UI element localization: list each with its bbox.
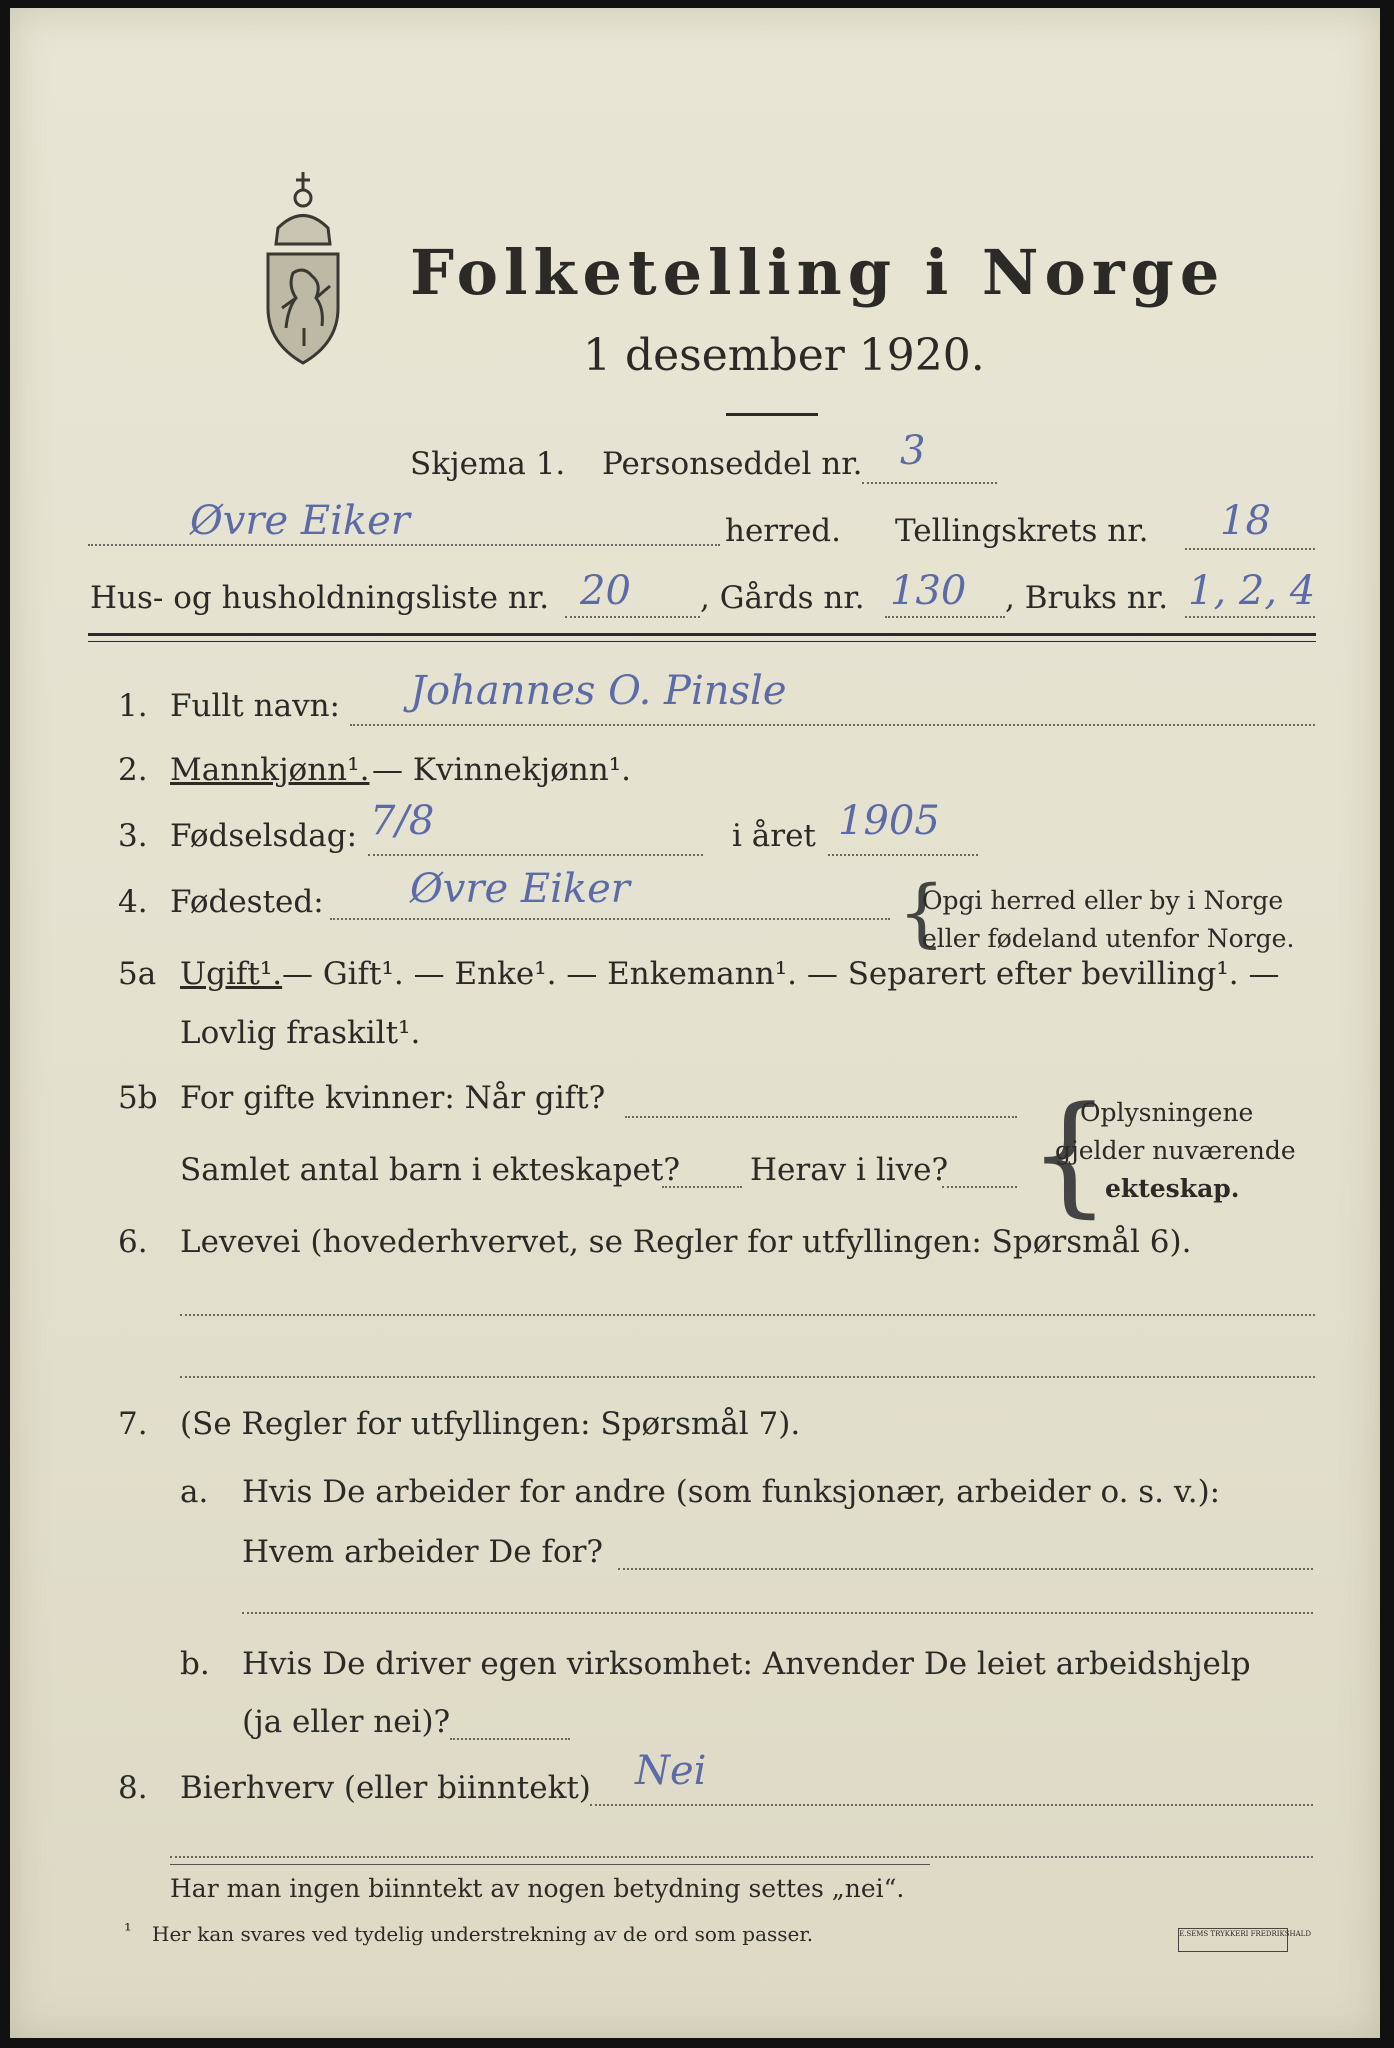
- tellingskrets-value[interactable]: 18: [1220, 498, 1271, 544]
- birthyear-value[interactable]: 1905: [838, 798, 940, 844]
- census-date: 1 desember 1920.: [583, 330, 985, 381]
- q7-label: (Se Regler for utfyllingen: Spørsmål 7).: [180, 1406, 801, 1442]
- mannkjonn-option[interactable]: Mannkjønn¹.: [170, 752, 370, 788]
- q5b-label: For gifte kvinner: Når gift?: [180, 1080, 606, 1116]
- hus-label: Hus- og husholdningsliste nr.: [90, 580, 550, 616]
- marriage-note-brace: {: [1028, 1078, 1111, 1230]
- occupation-line-2[interactable]: [180, 1376, 1315, 1378]
- printer-stamp: E.SEMS TRYKKERI FREDRIKSHALD: [1178, 1928, 1288, 1952]
- hired-help-line[interactable]: [450, 1738, 570, 1740]
- q7b-hired-help-label: (ja eller nei)?: [242, 1704, 451, 1740]
- personseddel-label: Personseddel nr.: [602, 446, 863, 482]
- q8-number: 8.: [118, 1770, 148, 1806]
- herred-value[interactable]: Øvre Eiker: [190, 498, 410, 544]
- q2-number: 2.: [118, 752, 148, 788]
- q5b-number: 5b: [118, 1080, 158, 1116]
- tellingskrets-label: Tellingskrets nr.: [895, 513, 1149, 549]
- marriage-note-1: Oplysningene: [1080, 1098, 1254, 1127]
- kvinnekjonn-option[interactable]: — Kvinnekjønn¹.: [372, 752, 631, 788]
- form-title: Folketelling i Norge: [410, 236, 1226, 309]
- q7a-label: Hvis De arbeider for andre (som funksjonær, arbeider o. s. v.):: [242, 1474, 1221, 1510]
- bruks-label: , Bruks nr.: [1005, 580, 1169, 616]
- q7b-label: Hvis De driver egen virksomhet: Anvender De leiet arbeidshjelp: [242, 1646, 1251, 1682]
- q7b-number: b.: [180, 1646, 210, 1682]
- children-label: Samlet antal barn i ekteskapet?: [180, 1152, 680, 1188]
- title-divider: [726, 413, 818, 416]
- q8-label: Bierhverv (eller biinntekt): [180, 1770, 591, 1806]
- birthplace-note-brace: {: [898, 870, 946, 956]
- marriage-note-2: gjelder nuværende: [1055, 1136, 1296, 1165]
- gards-label: , Gårds nr.: [700, 580, 865, 616]
- year-label: i året: [732, 818, 816, 854]
- q3-label: Fødselsdag:: [170, 818, 358, 854]
- q1-number: 1.: [118, 688, 148, 724]
- gards-value[interactable]: 130: [890, 568, 967, 614]
- q6-label: Levevei (hovederhvervet, se Regler for utfyllingen: Spørsmål 6).: [180, 1224, 1192, 1260]
- alive-label: Herav i live?: [750, 1152, 949, 1188]
- occupation-line-1[interactable]: [180, 1314, 1315, 1316]
- birthplace-note-2: eller fødeland utenfor Norge.: [922, 924, 1295, 953]
- q7a-employer-label: Hvem arbeider De for?: [242, 1534, 604, 1570]
- personseddel-value[interactable]: 3: [900, 428, 926, 474]
- side-income-line-2[interactable]: [170, 1856, 1313, 1858]
- q1-label: Fullt navn:: [170, 688, 340, 724]
- census-form-page: [10, 8, 1380, 2038]
- herred-label: herred.: [725, 513, 841, 549]
- birthplace-note-1: Opgi herred eller by i Norge: [922, 886, 1284, 915]
- employer-line-1[interactable]: [618, 1568, 1313, 1570]
- q4-number: 4.: [118, 884, 148, 920]
- hus-value[interactable]: 20: [580, 568, 631, 614]
- side-income-value[interactable]: Nei: [635, 1748, 707, 1794]
- footnote: Her kan svares ved tydelig understrekning av de ord som passer.: [152, 1922, 814, 1946]
- ugift-option[interactable]: Ugift¹.: [180, 956, 283, 992]
- footer-note: Har man ingen biinntekt av nogen betydning settes „nei“.: [170, 1874, 905, 1903]
- q3-number: 3.: [118, 818, 148, 854]
- q5a-number: 5a: [118, 956, 157, 992]
- q4-label: Fødested:: [170, 884, 324, 920]
- skjema-label: Skjema 1.: [410, 446, 566, 482]
- footnote-mark: ¹: [124, 1920, 132, 1942]
- birthplace-value[interactable]: Øvre Eiker: [410, 866, 630, 912]
- lovlig-fraskilt-option[interactable]: Lovlig fraskilt¹.: [180, 1015, 421, 1051]
- q7-number: 7.: [118, 1406, 148, 1442]
- full-name-value[interactable]: Johannes O. Pinsle: [410, 668, 787, 714]
- bruks-value[interactable]: 1, 2, 4: [1188, 568, 1316, 614]
- header-rule: [88, 633, 1316, 636]
- q7a-number: a.: [180, 1474, 209, 1510]
- q6-number: 6.: [118, 1224, 148, 1260]
- marriage-note-3: ekteskap.: [1105, 1174, 1240, 1203]
- birthdate-value[interactable]: 7/8: [370, 798, 435, 844]
- employer-line-2[interactable]: [242, 1612, 1313, 1614]
- marital-options[interactable]: — Gift¹. — Enke¹. — Enkemann¹. — Separert efter bevilling¹. —: [282, 956, 1280, 992]
- coat-of-arms-icon: [238, 158, 368, 368]
